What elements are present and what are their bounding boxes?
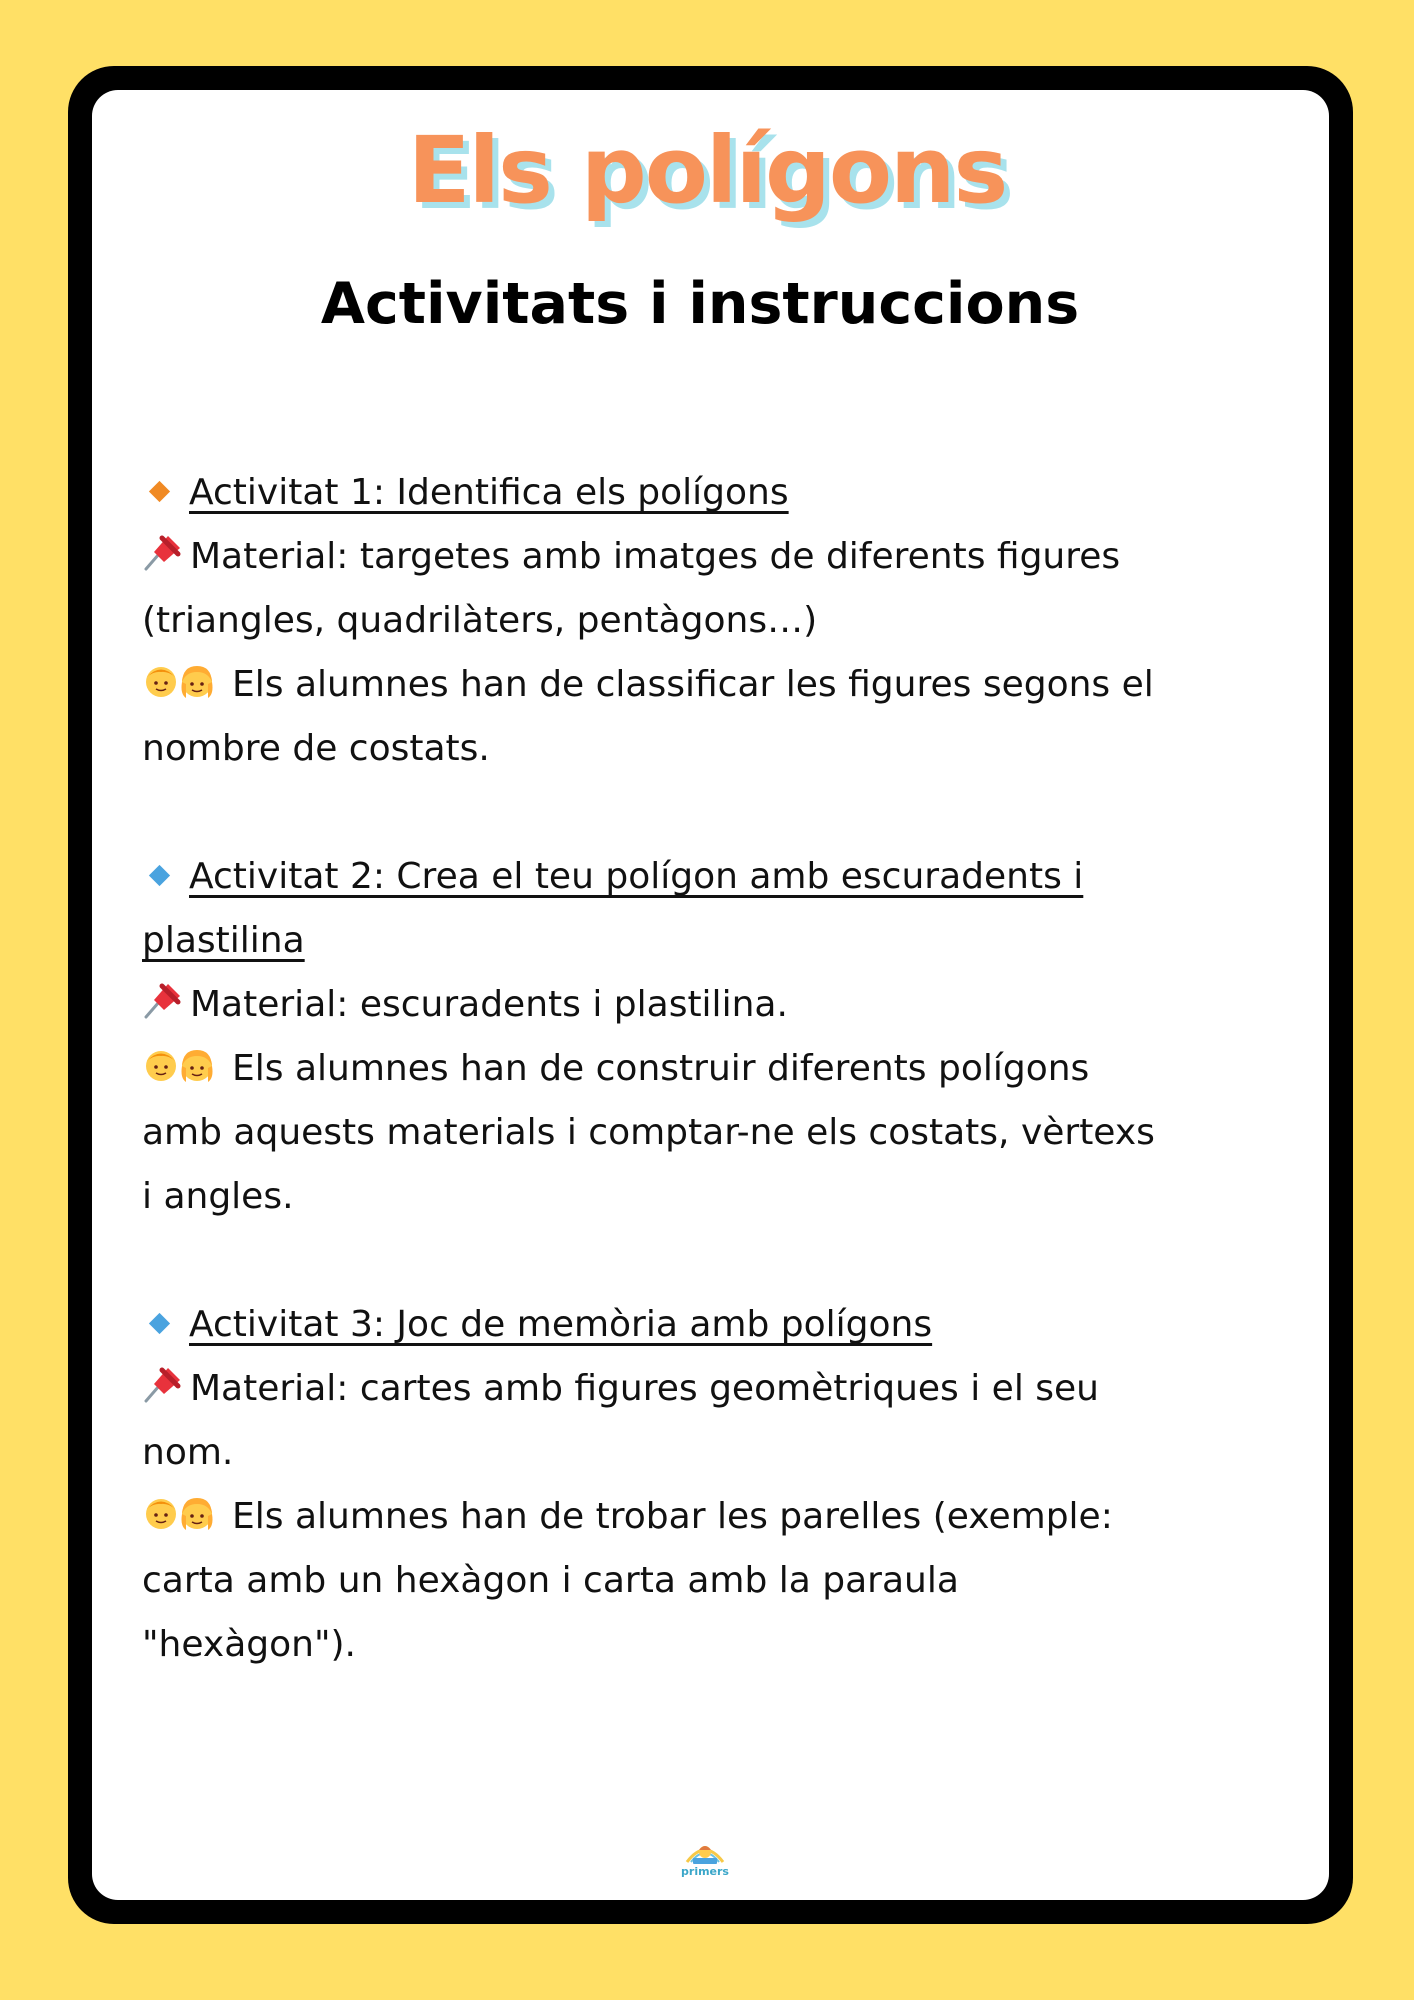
activity-heading bbox=[142, 461, 1282, 525]
instruction-line bbox=[142, 653, 1282, 717]
activity-heading-text-continued: plastilina bbox=[142, 920, 305, 961]
activity-2 bbox=[142, 845, 1282, 1229]
material-line bbox=[142, 973, 1282, 1037]
material-line bbox=[142, 525, 1282, 589]
page-subtitle: Activitats i instruccions bbox=[320, 271, 1080, 337]
pushpin-icon bbox=[142, 977, 184, 1017]
blue-diamond-icon bbox=[149, 864, 170, 885]
activity-heading bbox=[142, 1293, 1282, 1357]
material-text: Material: escuradents i plastilina. bbox=[190, 984, 788, 1025]
instruction-line bbox=[142, 1485, 1282, 1549]
logo-mark-icon bbox=[677, 1836, 733, 1866]
page-title: Els polígons bbox=[407, 117, 1007, 224]
children-icon bbox=[142, 1041, 222, 1081]
instruction-line-continued: "hexàgon"). bbox=[142, 1624, 356, 1665]
activity-heading-continued bbox=[142, 909, 1282, 973]
activity-heading-text: Activitat 1: Identifica els polígons bbox=[189, 472, 789, 513]
instruction-line-continued: nombre de costats. bbox=[142, 728, 490, 769]
activity-1 bbox=[142, 461, 1282, 781]
orange-diamond-icon bbox=[149, 480, 170, 501]
children-icon bbox=[142, 1489, 222, 1529]
activity-heading bbox=[142, 845, 1282, 909]
material-line bbox=[142, 1357, 1282, 1421]
instruction-text: Els alumnes han de trobar les parelles (exemple: bbox=[232, 1496, 1113, 1537]
instruction-text: Els alumnes han de classificar les figures segons el bbox=[232, 664, 1154, 705]
instruction-text: Els alumnes han de construir diferents polígons bbox=[232, 1048, 1090, 1089]
material-line-continued: nom. bbox=[142, 1432, 234, 1473]
instruction-line bbox=[142, 1037, 1282, 1101]
logo-text: primers bbox=[681, 1865, 729, 1878]
brand-logo bbox=[677, 1836, 733, 1892]
instruction-line-continued: carta amb un hexàgon i carta amb la paraula bbox=[142, 1560, 959, 1601]
instruction-line-continued: i angles. bbox=[142, 1176, 294, 1217]
instruction-line-continued: amb aquests materials i comptar-ne els costats, vèrtexs bbox=[142, 1112, 1155, 1153]
pushpin-icon bbox=[142, 1361, 184, 1401]
activity-heading-text: Activitat 2: Crea el teu polígon amb escuradents i bbox=[189, 856, 1084, 897]
children-icon bbox=[142, 657, 222, 697]
blue-diamond-icon bbox=[149, 1312, 170, 1333]
activity-3 bbox=[142, 1293, 1282, 1677]
material-text: Material: targetes amb imatges de diferents figures bbox=[190, 536, 1121, 577]
activity-heading-text: Activitat 3: Joc de memòria amb polígons bbox=[189, 1304, 933, 1345]
material-text: Material: cartes amb figures geomètriques i el seu bbox=[190, 1368, 1099, 1409]
material-line-continued: (triangles, quadrilàters, pentàgons…) bbox=[142, 600, 818, 641]
pushpin-icon bbox=[142, 529, 184, 569]
activities-list bbox=[142, 461, 1282, 1741]
